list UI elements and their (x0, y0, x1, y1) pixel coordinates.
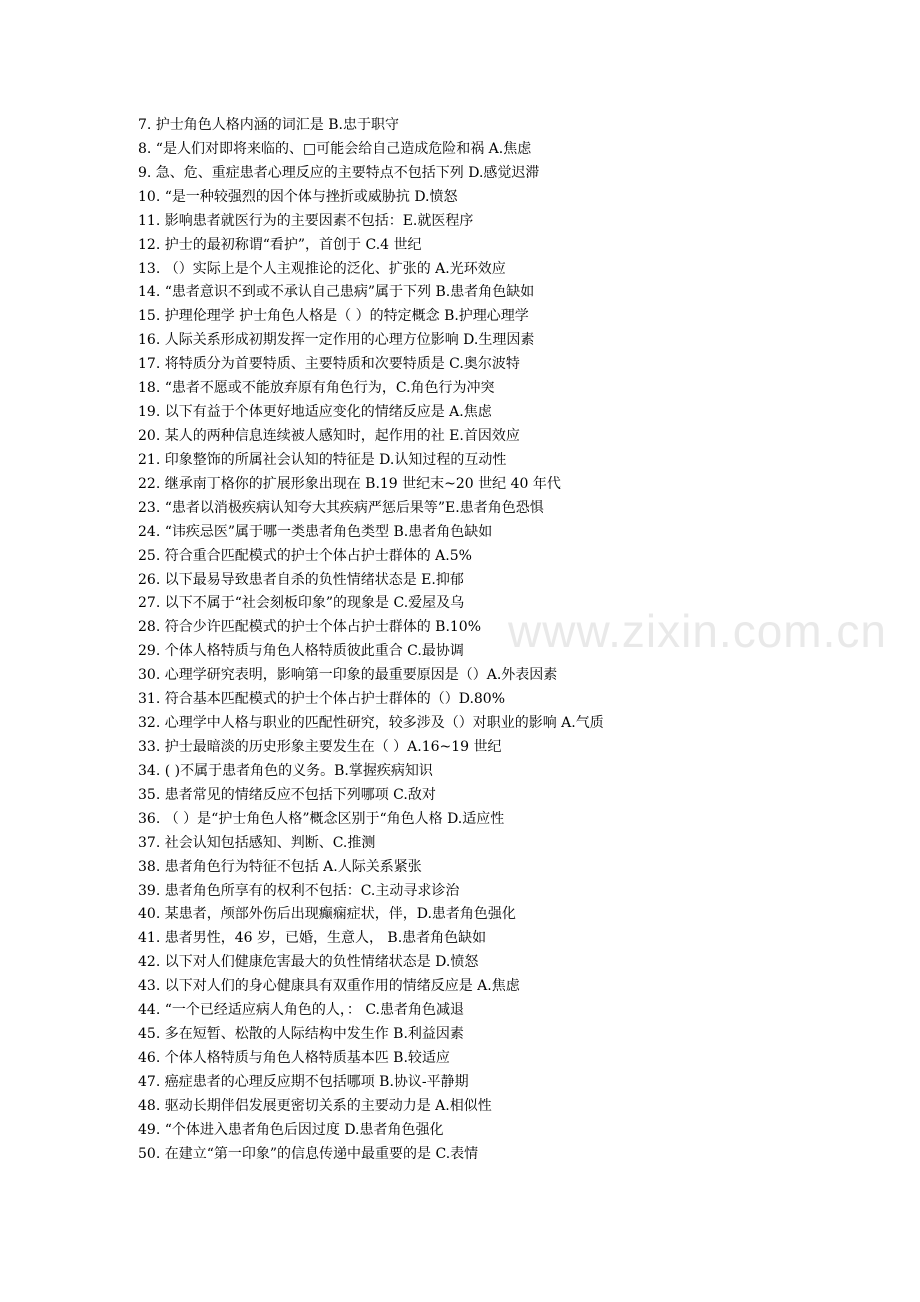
question-item: 14. “患者意识不到或不承认自己患病”属于下列 B.患者角色缺如 (138, 284, 535, 301)
question-item: 46. 个体人格特质与角色人格特质基本匹 B.较适应 (138, 1049, 450, 1066)
question-item: 48. 驱动长期伴侣发展更密切关系的主要动力是 A.相似性 (138, 1097, 492, 1114)
question-item: 44. “一个已经适应病人角色的人，： C.患者角色减退 (138, 1002, 464, 1019)
question-item: 21. 印象整饰的所属社会认知的特征是 D.认知过程的互动性 (138, 451, 507, 468)
question-item: 16. 人际关系形成初期发挥一定作用的心理方位影响 D.生理因素 (138, 332, 535, 349)
question-list (138, 114, 604, 1167)
question-item: 39. 患者角色所享有的权利不包括：C.主动寻求诊治 (138, 882, 460, 899)
question-item: 7. 护士角色人格内涵的词汇是 B.忠于职守 (138, 117, 399, 133)
watermark: www.zixin.com.cn (508, 605, 887, 657)
question-item: 36. （ ）是“护士角色人格”概念区别于“角色人格 D.适应性 (138, 810, 505, 827)
question-item: 40. 某患者，颅部外伤后出现癫痫症状，伴，D.患者角色强化 (138, 906, 516, 923)
question-item: 20. 某人的两种信息连续被人感知时，起作用的社 E.首因效应 (138, 427, 520, 444)
question-item: 32. 心理学中人格与职业的匹配性研究，较多涉及（）对职业的影响 A.气质 (138, 715, 604, 732)
question-item: 29. 个体人格特质与角色人格特质彼此重合 C.最协调 (138, 643, 464, 660)
question-item: 30. 心理学研究表明，影响第一印象的最重要原因是（）A.外表因素 (138, 667, 558, 684)
question-item: 17. 将特质分为首要特质、主要特质和次要特质是 C.奥尔波特 (138, 356, 520, 373)
question-item: 35. 患者常见的情绪反应不包括下列哪项 C.敌对 (138, 786, 436, 803)
question-item: 47. 癌症患者的心理反应期不包括哪项 B.协议-平静期 (138, 1073, 469, 1090)
question-item: 9. 急、危、重症患者心理反应的主要特点不包括下列 D.感觉迟滞 (138, 164, 540, 181)
question-item: 15. 护理伦理学 护士角色人格是（ ）的特定概念 B.护理心理学 (138, 308, 529, 325)
question-item: 43. 以下对人们的身心健康具有双重作用的情绪反应是 A.焦虑 (138, 978, 520, 995)
question-item: 23. “患者以消极疾病认知夸大其疾病严惩后果等”E.患者角色恐惧 (138, 499, 544, 516)
question-item: 45. 多在短暂、松散的人际结构中发生作 B.利益因素 (138, 1026, 464, 1043)
question-item: 49. “个体进入患者角色后因过度 D.患者角色强化 (138, 1121, 444, 1138)
question-item: 34. ( )不属于患者角色的义务。B.掌握疾病知识 (138, 762, 433, 779)
question-item: 33. 护士最暗淡的历史形象主要发生在（ ）A.16~19 世纪 (138, 738, 502, 755)
question-item: 10. “是一种较强烈的因个体与挫折或威胁抗 D.愤怒 (138, 188, 458, 205)
question-item: 38. 患者角色行为特征不包括 A.人际关系紧张 (138, 858, 422, 875)
question-item: 18. “患者不愿或不能放弃原有角色行为，C.角色行为冲突 (138, 380, 495, 397)
question-item: 50. 在建立“第一印象”的信息传递中最重要的是 C.表情 (138, 1145, 479, 1162)
question-item: 25. 符合重合匹配模式的护士个体占护士群体的 A.5% (138, 547, 472, 564)
question-item: 26. 以下最易导致患者自杀的负性情绪状态是 E.抑郁 (138, 571, 464, 588)
question-item: 41. 患者男性，46 岁，已婚，生意人， B.患者角色缺如 (138, 930, 487, 947)
question-item: 24. “讳疾忌医”属于哪一类患者角色类型 B.患者角色缺如 (138, 523, 493, 540)
question-item: 22. 继承南丁格你的扩展形象出现在 B.19 世纪末~20 世纪 40 年代 (138, 475, 561, 492)
question-item: 42. 以下对人们健康危害最大的负性情绪状态是 D.愤怒 (138, 954, 479, 971)
question-item: 37. 社会认知包括感知、判断、C.推测 (138, 834, 376, 851)
question-item: 11. 影响患者就医行为的主要因素不包括：E.就医程序 (138, 212, 474, 229)
question-item: 27. 以下不属于“社会刻板印象”的现象是 C.爱屋及乌 (138, 595, 465, 612)
question-item: 31. 符合基本匹配模式的护士个体占护士群体的（）D.80% (138, 691, 506, 708)
question-item: 28. 符合少许匹配模式的护士个体占护士群体的 B.10% (138, 619, 482, 636)
question-item: 13. （）实际上是个人主观推论的泛化、扩张的 A.光环效应 (138, 260, 506, 277)
question-item: 12. 护士的最初称谓“看护”，首创于 C.4 世纪 (138, 236, 422, 253)
question-item: 8. “是人们对即将来临的、□可能会给自己造成危险和祸 A.焦虑 (138, 140, 532, 157)
question-item: 19. 以下有益于个体更好地适应变化的情绪反应是 A.焦虑 (138, 404, 492, 421)
